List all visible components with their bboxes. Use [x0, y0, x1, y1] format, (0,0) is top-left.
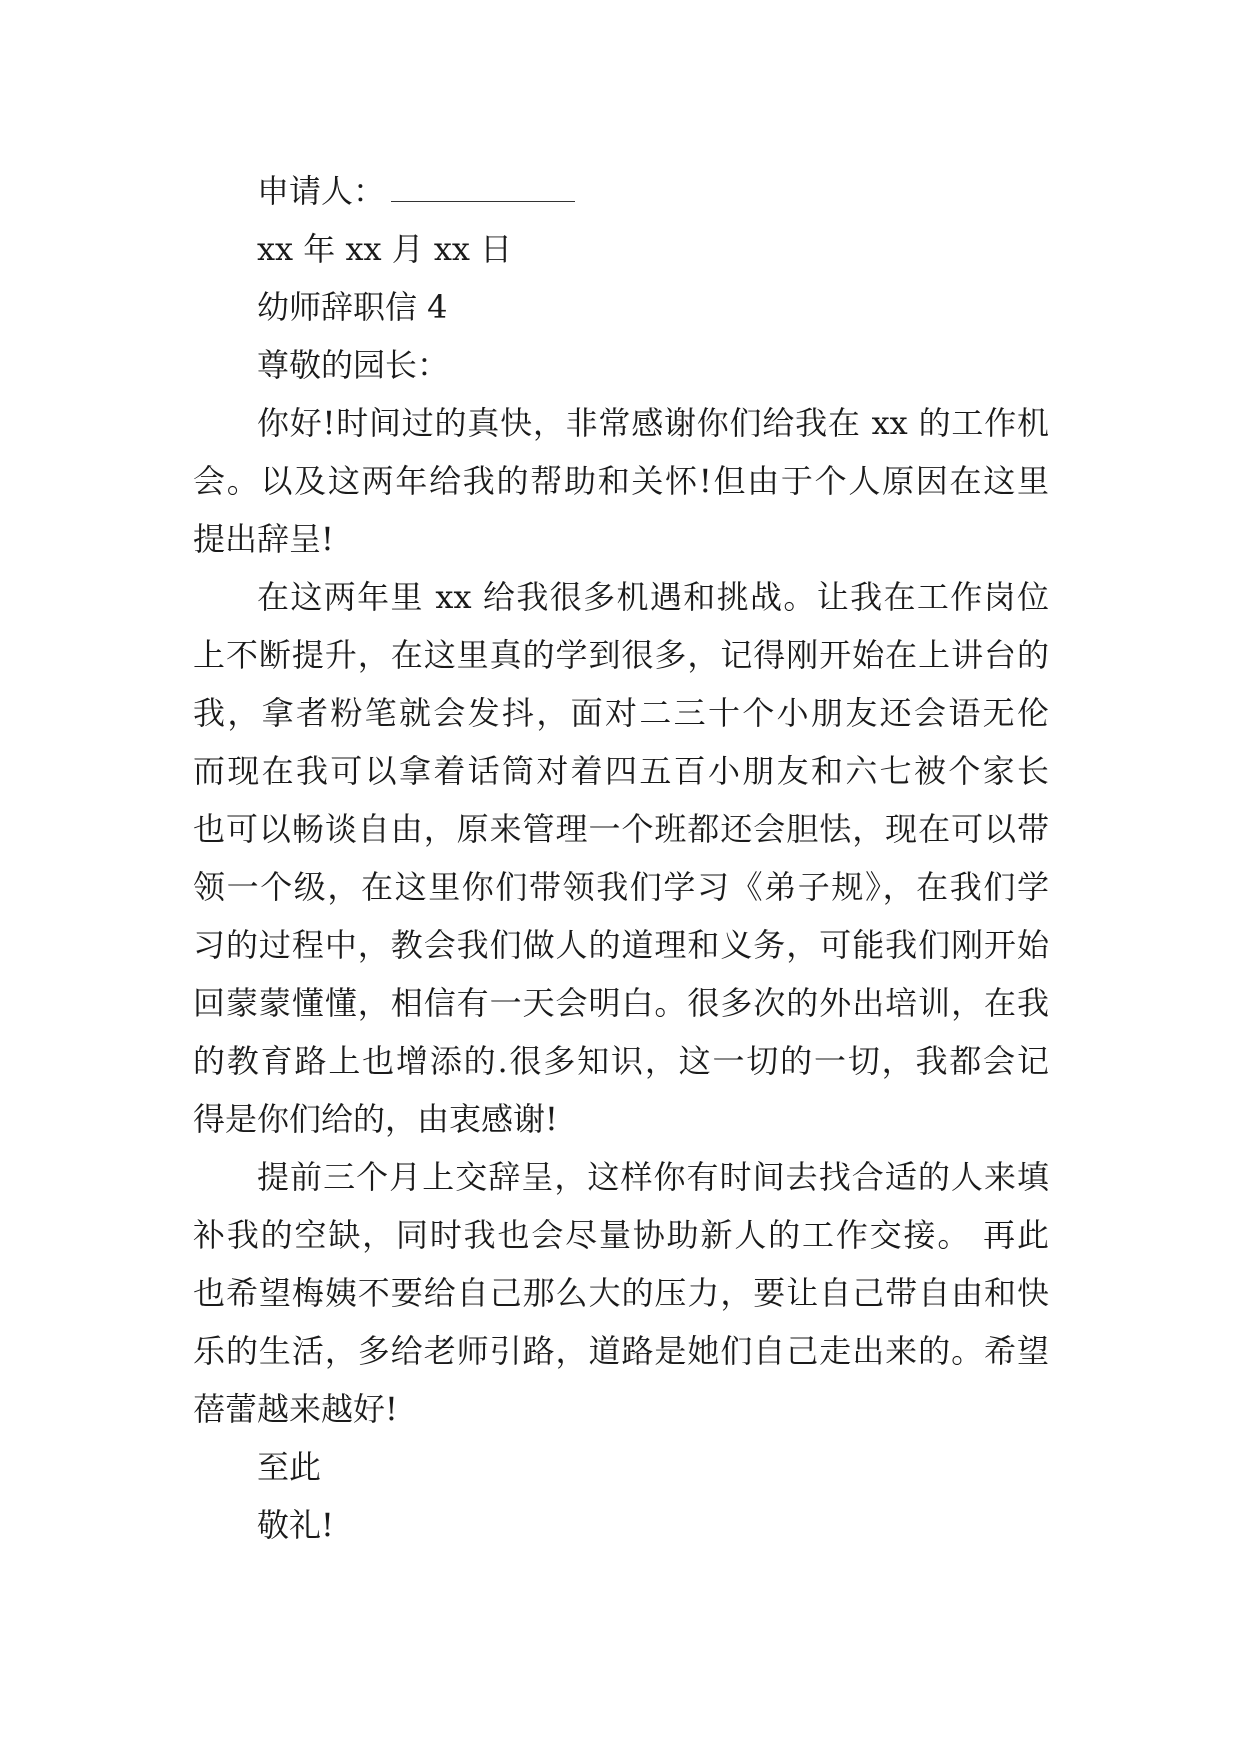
paragraph-line: 也可以畅谈自由，原来管理一个班都还会胆怯，现在可以带 [193, 810, 1049, 848]
date-line: xx 年 xx 月 xx 日 [257, 230, 513, 268]
paragraph-line: 回蒙蒙懂懂，相信有一天会明白。很多次的外出培训，在我 [193, 984, 1049, 1022]
paragraph-line: 乐的生活，多给老师引路，道路是她们自己走出来的。希望 [193, 1332, 1049, 1370]
paragraph-line: 你好!时间过的真快，非常感谢你们给我在 xx 的工作机 [257, 404, 1049, 442]
applicant-line [193, 162, 1049, 220]
paragraph [193, 568, 1049, 1148]
paragraph [193, 1148, 1049, 1438]
paragraph-line: 提前三个月上交辞呈，这样你有时间去找合适的人来填 [257, 1158, 1049, 1196]
letter-body [193, 162, 1049, 1554]
paragraph-line: 习的过程中，教会我们做人的道理和义务，可能我们刚开始 [193, 926, 1049, 964]
regards: 敬礼! [257, 1506, 334, 1544]
paragraph-line: 领一个级，在这里你们带领我们学习《弟子规》，在我们学 [193, 868, 1049, 906]
applicant-blank [391, 171, 575, 202]
paragraph-line: 我，拿者粉笔就会发抖，面对二三十个小朋友还会语无伦 [193, 694, 1049, 732]
paragraph-line: 而现在我可以拿着话筒对着四五百小朋友和六七被个家长 [193, 752, 1049, 790]
paragraph-line: 补我的空缺，同时我也会尽量协助新人的工作交接。 再此 [193, 1216, 1049, 1254]
paragraph-line: 上不断提升，在这里真的学到很多，记得刚开始在上讲台的 [193, 636, 1049, 674]
paragraph-line: 的教育路上也增添的.很多知识，这一切的一切，我都会记 [193, 1042, 1049, 1080]
paragraph-line: 也希望梅姨不要给自己那么大的压力，要让自己带自由和快 [193, 1274, 1049, 1312]
paragraph-line: 蓓蕾越来越好! [193, 1390, 398, 1428]
paragraph-line: 得是你们给的，由衷感谢! [193, 1100, 558, 1138]
paragraph-line: 提出辞呈! [193, 520, 334, 558]
paragraph-line: 会。以及这两年给我的帮助和关怀!但由于个人原因在这里 [193, 462, 1049, 500]
applicant-label: 申请人： [257, 172, 386, 210]
letter-title: 幼师辞职信 4 [257, 288, 448, 326]
paragraph-line: 在这两年里 xx 给我很多机遇和挑战。让我在工作岗位 [257, 578, 1049, 616]
closing: 至此 [257, 1448, 322, 1486]
salutation: 尊敬的园长： [257, 346, 450, 384]
paragraph [193, 394, 1049, 568]
